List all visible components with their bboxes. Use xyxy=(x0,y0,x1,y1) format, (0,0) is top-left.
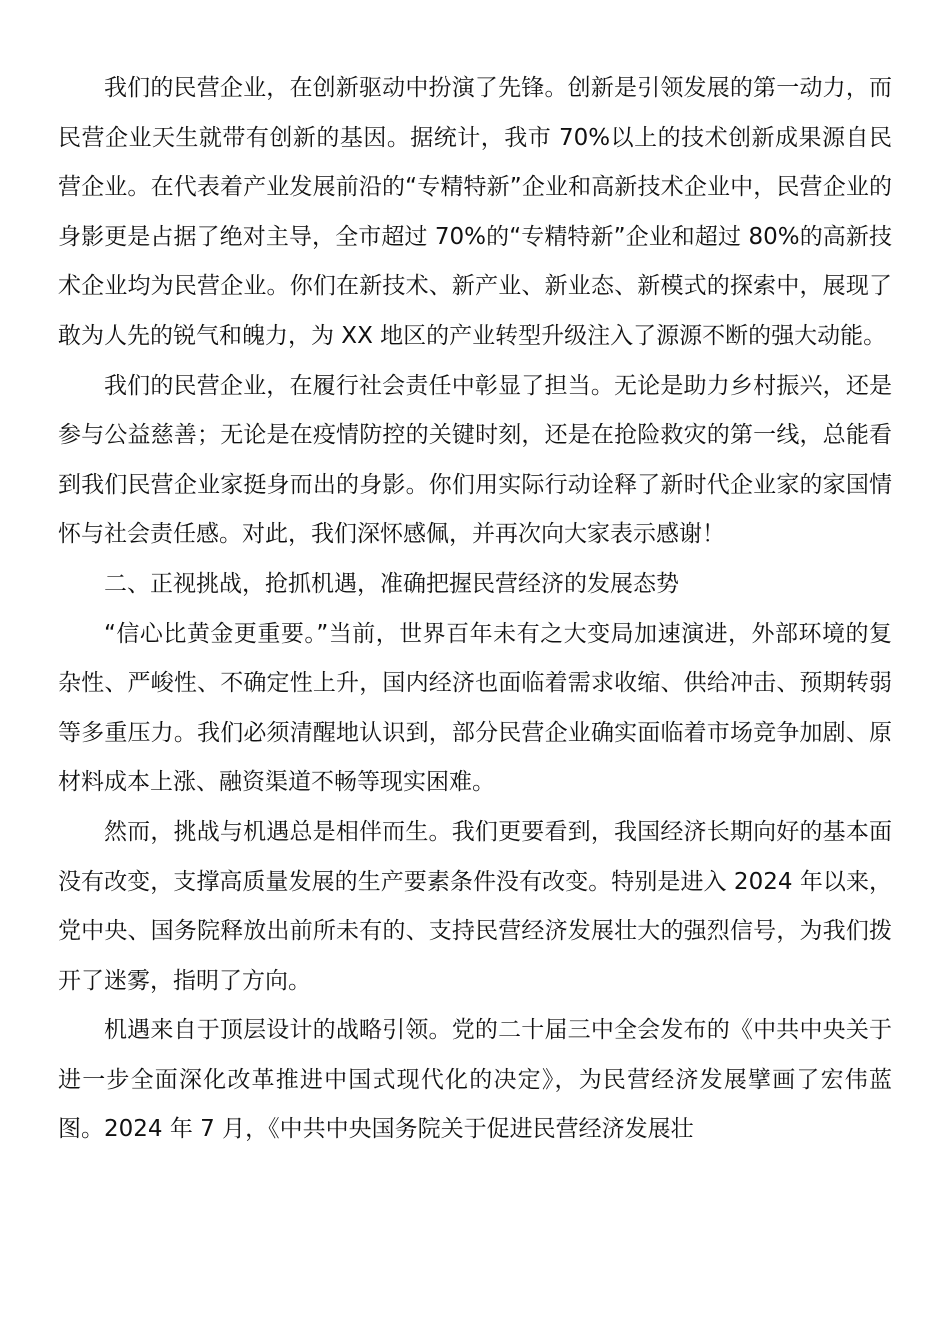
paragraph-innovation: 我们的民营企业，在创新驱动中扮演了先锋。创新是引领发展的第一动力，而民营企业天生就带有创新的基因。据统计，我市 70%以上的技术创新成果源自民营企业。在代表着产业发展前沿的“专精特新”企业和高新技术企业中，民营企业的身影更是占据了绝对主导，全市超过 70%的“专精特新”企业和超过 80%的高新技术企业均为民营企业。你们在新技术、新产业、新业态、新模式的探索中，展现了敢为人先的锐气和魄力，为 XX 地区的产业转型升级注入了源源不断的强大动能。 xyxy=(58,75,892,349)
document-page xyxy=(58,64,892,1155)
paragraph-social-responsibility: 我们的民营企业，在履行社会责任中彰显了担当。无论是助力乡村振兴，还是参与公益慈善；无论是在疫情防控的关键时刻，还是在抢险救灾的第一线，总能看到我们民营企业家挺身而出的身影。你们用实际行动诠释了新时代企业家的家国情怀与社会责任感。对此，我们深怀感佩，并再次向大家表示感谢！ xyxy=(58,372,892,548)
paragraph-opportunities: 然而，挑战与机遇总是相伴而生。我们更要看到，我国经济长期向好的基本面没有改变，支撑高质量发展的生产要素条件没有改变。特别是进入 2024 年以来，党中央、国务院释放出前所未有的、支持民营经济发展壮大的强烈信号，为我们拨开了迷雾，指明了方向。 xyxy=(58,818,892,994)
paragraph-confidence: “信心比黄金更重要。”当前，世界百年未有之大变局加速演进，外部环境的复杂性、严峻性、不确定性上升，国内经济也面临着需求收缩、供给冲击、预期转弱等多重压力。我们必须清醒地认识到，部分民营企业确实面临着市场竞争加剧、原材料成本上涨、融资渠道不畅等现实困难。 xyxy=(58,620,892,796)
paragraph-top-level-design: 机遇来自于顶层设计的战略引领。党的二十届三中全会发布的《中共中央关于进一步全面深化改革推进中国式现代化的决定》，为民营经济发展擘画了宏伟蓝图。2024 年 7 月，《中共中央国务院关于促进民营经济发展壮 xyxy=(58,1017,892,1143)
section-heading: 二、正视挑战，抢抓机遇，准确把握民营经济的发展态势 xyxy=(104,570,679,597)
